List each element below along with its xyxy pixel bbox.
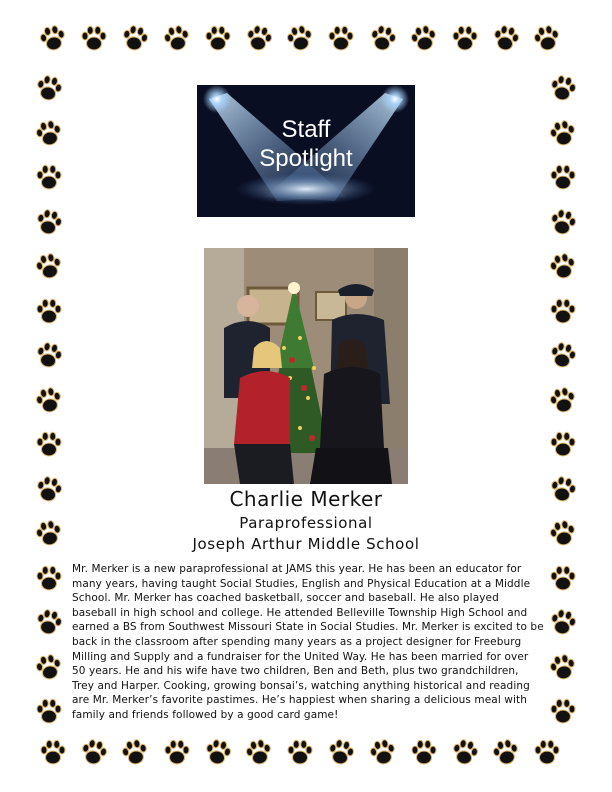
paw-print-icon bbox=[532, 738, 562, 768]
paw-print-icon bbox=[545, 650, 581, 686]
paw-print-icon bbox=[365, 735, 401, 771]
paw-print-icon bbox=[200, 735, 236, 771]
spotlight-graphic bbox=[197, 85, 415, 217]
paw-print-icon bbox=[31, 71, 67, 107]
paw-print-icon bbox=[203, 24, 233, 54]
paw-print-icon bbox=[159, 21, 195, 57]
paw-print-icon bbox=[324, 735, 360, 771]
staff-role: Paraprofessional bbox=[239, 514, 373, 532]
paw-print-icon bbox=[545, 71, 581, 107]
paw-print-icon bbox=[34, 163, 64, 193]
paw-print-icon bbox=[162, 738, 192, 768]
paw-print-icon bbox=[285, 738, 315, 768]
paw-print-icon bbox=[548, 430, 578, 460]
paw-print-icon bbox=[548, 564, 578, 594]
paw-print-icon bbox=[34, 430, 64, 460]
paw-print-icon bbox=[31, 605, 67, 641]
paw-print-icon bbox=[545, 338, 581, 374]
paw-print-icon bbox=[34, 697, 64, 727]
paw-print-icon bbox=[34, 297, 64, 327]
paw-print-icon bbox=[35, 21, 71, 57]
staff-photo bbox=[204, 248, 408, 484]
paw-print-icon bbox=[406, 21, 442, 57]
paw-print-icon bbox=[530, 21, 566, 57]
paw-print-icon bbox=[76, 735, 112, 771]
paw-print-icon bbox=[365, 21, 401, 57]
paw-print-icon bbox=[282, 21, 318, 57]
staff-name: Charlie Merker bbox=[229, 487, 383, 511]
banner-line2: Spotlight bbox=[259, 145, 353, 172]
staff-spotlight-banner bbox=[197, 85, 415, 217]
paw-print-icon bbox=[241, 735, 277, 771]
paw-print-icon bbox=[34, 564, 64, 594]
paw-print-icon bbox=[545, 249, 581, 285]
paw-print-icon bbox=[488, 735, 524, 771]
paw-print-icon bbox=[548, 297, 578, 327]
paw-print-icon bbox=[545, 605, 581, 641]
paw-print-icon bbox=[31, 249, 67, 285]
paw-print-icon bbox=[488, 21, 524, 57]
paw-print-icon bbox=[450, 24, 480, 54]
paw-print-icon bbox=[31, 383, 67, 419]
paw-print-icon bbox=[548, 163, 578, 193]
paw-print-icon bbox=[241, 21, 277, 57]
paw-print-icon bbox=[545, 205, 581, 241]
paw-print-icon bbox=[447, 735, 483, 771]
paw-print-icon bbox=[409, 738, 439, 768]
paw-print-icon bbox=[31, 650, 67, 686]
family-christmas-photo bbox=[204, 248, 408, 484]
paw-print-icon bbox=[118, 21, 154, 57]
paw-print-icon bbox=[31, 205, 67, 241]
paw-print-icon bbox=[31, 116, 67, 152]
paw-print-icon bbox=[38, 738, 68, 768]
paw-print-icon bbox=[545, 116, 581, 152]
staff-school: Joseph Arthur Middle School bbox=[192, 535, 420, 553]
paw-print-icon bbox=[545, 383, 581, 419]
banner-line1: Staff bbox=[281, 116, 331, 143]
paw-print-icon bbox=[31, 338, 67, 374]
staff-bio: Mr. Merker is a new paraprofessional at JAMS this year. He has been an educator for many years, having taught Social Studies, English and Physical Education at a Middle School. Mr. Merker has coached basketball, soccer and baseball. He also played baseball in high school and college. He attended Belleville Township High School and earned a BS from Southwest Missouri State in Social Studies. Mr. Merker is excited to be back in the classroom after spending many years as a project designer for Freeburg Milling and Supply and a fundraiser for the United Way. He has been married for over 50 years. He and his wife have two children, Ben and Beth, plus two grandchildren, Trey and Harper. Cooking, growing bonsai’s, watching anything historical and reading are Mr. Merker’s favorite pastimes. He’s happiest when sharing a delicious meal with family and friends followed by a good card game! bbox=[72, 563, 544, 721]
paw-print-icon bbox=[548, 697, 578, 727]
paw-print-icon bbox=[326, 24, 356, 54]
paw-print-icon bbox=[79, 24, 109, 54]
paw-print-icon bbox=[118, 735, 154, 771]
